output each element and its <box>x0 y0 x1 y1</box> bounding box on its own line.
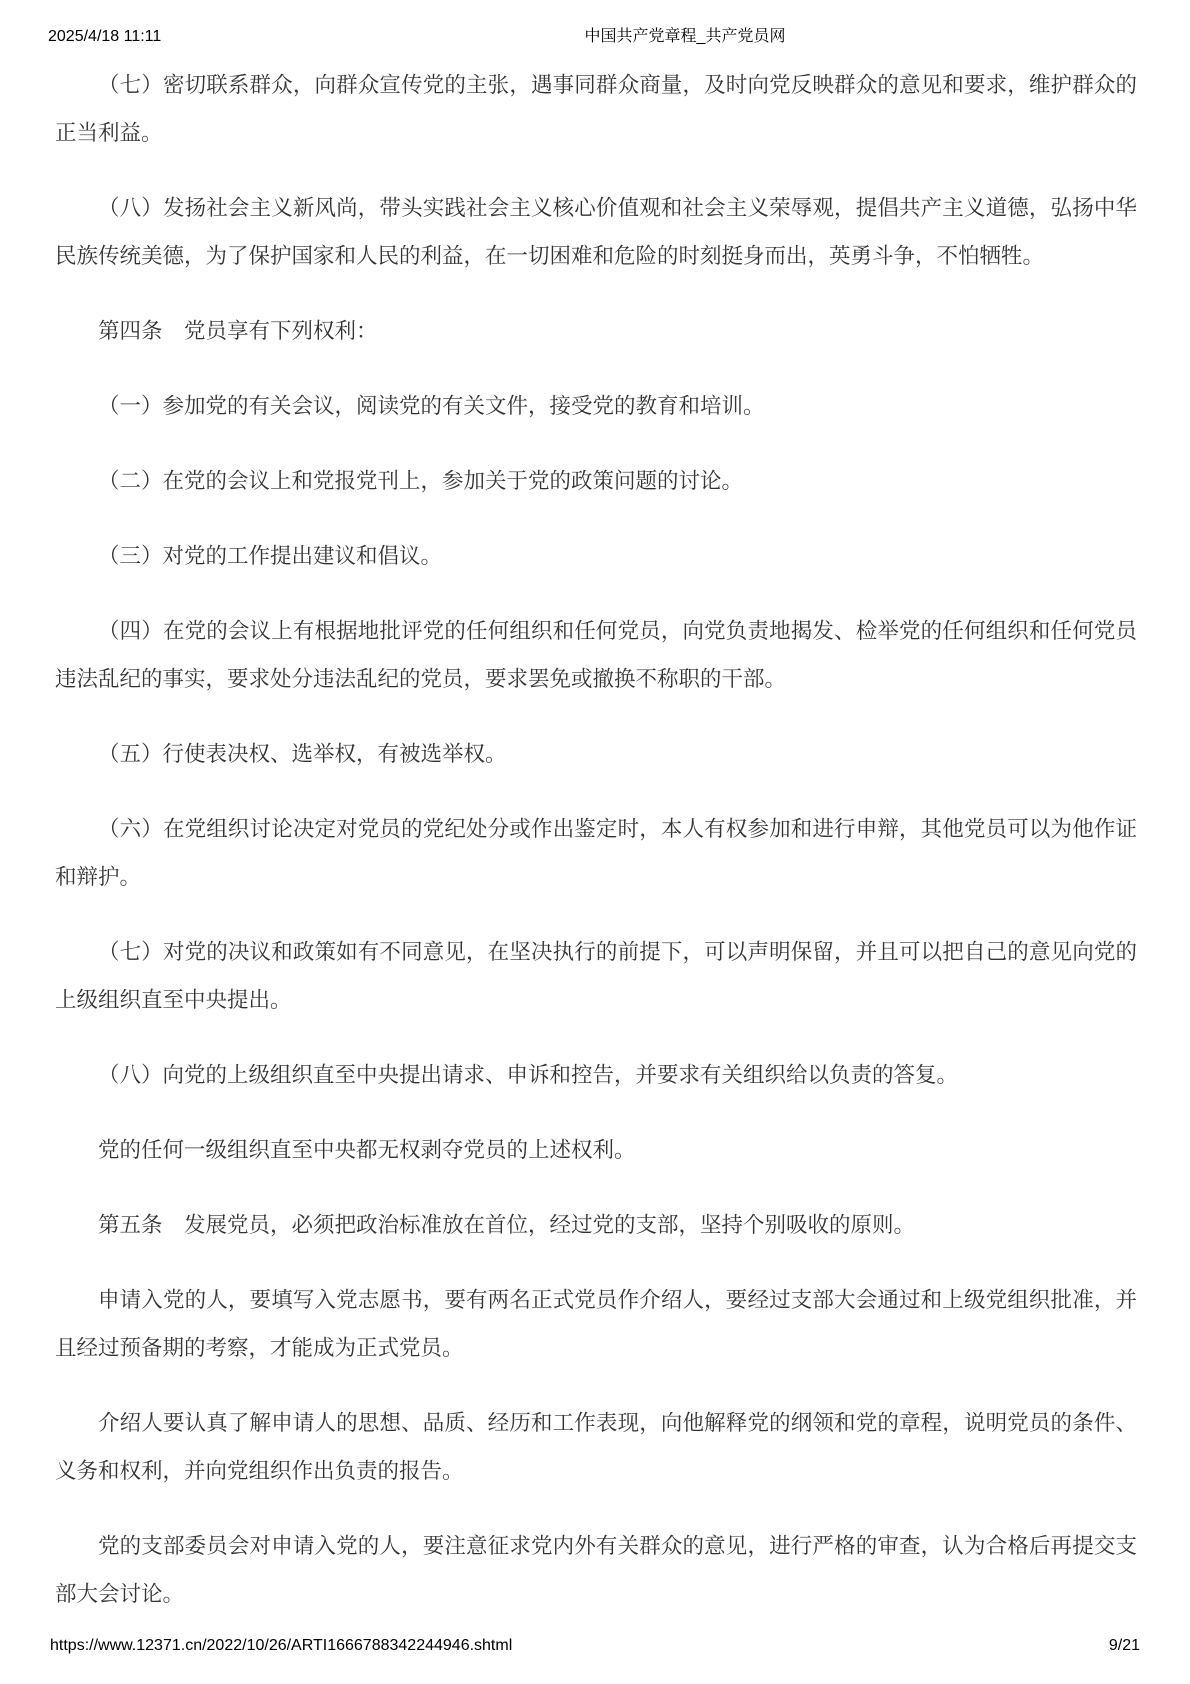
footer-source-url: https://www.12371.cn/2022/10/26/ARTI1666788342244946.shtml <box>50 1637 513 1654</box>
body-paragraph: （五）行使表决权、选举权，有被选举权。 <box>98 742 507 766</box>
body-paragraph-article-4: 第四条 党员享有下列权利： <box>98 319 378 343</box>
footer-page-number: 9/21 <box>1108 1637 1140 1654</box>
body-paragraph: （八）向党的上级组织直至中央提出请求、申诉和控告，并要求有关组织给以负责的答复。 <box>98 1063 959 1087</box>
document-body <box>55 61 1137 1645</box>
body-paragraph: （六）在党组织讨论决定对党员的党纪处分或作出鉴定时，本人有权参加和进行申辩，其他党员可以为他作证和辩护。 <box>55 817 1137 889</box>
body-paragraph: （七）对党的决议和政策如有不同意见，在坚决执行的前提下，可以声明保留，并且可以把自己的意见向党的上级组织直至中央提出。 <box>55 940 1137 1012</box>
body-paragraph: （三）对党的工作提出建议和倡议。 <box>98 544 443 568</box>
body-paragraph: 党的任何一级组织直至中央都无权剥夺党员的上述权利。 <box>98 1138 636 1162</box>
header-print-datetime: 2025/4/18 11:11 <box>48 28 162 45</box>
body-paragraph: （一）参加党的有关会议，阅读党的有关文件，接受党的教育和培训。 <box>98 394 765 418</box>
body-paragraph: 申请入党的人，要填写入党志愿书，要有两名正式党员作介绍人，要经过支部大会通过和上级党组织批准，并且经过预备期的考察，才能成为正式党员。 <box>55 1288 1137 1360</box>
body-paragraph: 介绍人要认真了解申请人的思想、品质、经历和工作表现，向他解释党的纲领和党的章程，说明党员的条件、义务和权利，并向党组织作出负责的报告。 <box>55 1411 1137 1483</box>
body-paragraph: （四）在党的会议上有根据地批评党的任何组织和任何党员，向党负责地揭发、检举党的任何组织和任何党员违法乱纪的事实，要求处分违法乱纪的党员，要求罢免或撤换不称职的干部。 <box>55 619 1137 691</box>
body-paragraph-article-5: 第五条 发展党员，必须把政治标准放在首位，经过党的支部，坚持个别吸收的原则。 <box>98 1213 916 1237</box>
body-paragraph: （七）密切联系群众，向群众宣传党的主张，遇事同群众商量，及时向党反映群众的意见和要求，维护群众的正当利益。 <box>55 73 1137 145</box>
body-paragraph: （二）在党的会议上和党报党刊上，参加关于党的政策问题的讨论。 <box>98 469 744 493</box>
body-paragraph: 党的支部委员会对申请入党的人，要注意征求党内外有关群众的意见，进行严格的审查，认为合格后再提交支部大会讨论。 <box>55 1534 1137 1606</box>
header-document-title: 中国共产党章程_共产党员网 <box>584 28 786 45</box>
body-paragraph: （八）发扬社会主义新风尚，带头实践社会主义核心价值观和社会主义荣辱观，提倡共产主义道德，弘扬中华民族传统美德，为了保护国家和人民的利益，在一切困难和危险的时刻挺身而出，英勇斗争，不怕牺牲。 <box>55 196 1137 268</box>
